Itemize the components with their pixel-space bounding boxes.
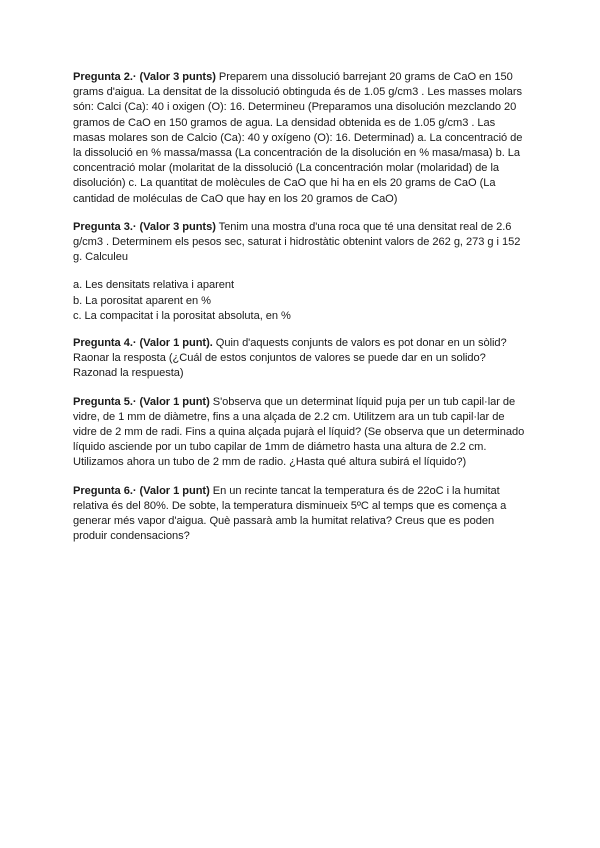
question-5-label: Pregunta 5.· (Valor 1 punt) (73, 395, 210, 408)
question-5 (73, 395, 529, 471)
question-3-label: Pregunta 3.· (Valor 3 punts) (73, 220, 216, 233)
question-3-item-b: b. La porositat aparent en % (73, 294, 211, 307)
document-page (73, 70, 529, 557)
question-3-item-a: a. Les densitats relativa i aparent (73, 279, 235, 292)
question-4 (73, 336, 529, 382)
question-2-label: Pregunta 2.· (Valor 3 punts) (73, 71, 216, 83)
question-4-label: Pregunta 4.· (Valor 1 punt). (73, 337, 213, 350)
question-2-text: Preparem una dissolució barrejant 20 grams de CaO en 150 grams d'aigua. La densitat de la dissolució obtinguda és de 1.05 g/cm3 . Les masses molars són: Calci (Ca): 40 i oxigen (O): 16. Determineu (Preparamos una disolución mezclando 20 gramos de CaO en 150 gramos de agua. La densidad obtenida es de 1.05 g/cm3 . Las masas molares son de Calcio (Ca): 40 y oxígeno (O): 16. Determinad) a. La concentració de la dissolució en % massa/massa (La concentración de la disolución en % masa/masa) b. La concentració molar (molaritat de la dissolució (La concentración molar (molaridad) de la disolución) c. La quantitat de molècules de CaO que hi ha en els 20 grams de CaO (La cantidad de moléculas de CaO que hay en los 20 gramos de CaO) (73, 71, 523, 205)
question-3-text: Tenim una mostra d'una roca que té una densitat real de 2.6 g/cm3 . Determinem els pesos sec, saturat i hidrostàtic obtenint valors de 262 g, 273 g i 152 g. Calculeu (73, 220, 521, 264)
question-2 (73, 70, 529, 207)
question-4-text: Quin d'aquests conjunts de valors es pot donar en un sòlid? Raonar la resposta (¿Cuál de estos conjuntos de valores se puede dar en un solido? Razonad la respuesta) (73, 337, 507, 380)
question-5-text: S'observa que un determinat líquid puja per un tub capil·lar de vidre, de 1 mm de diàmetre, fins a una alçada de 2.2 cm. Utilitzem ara un tub capil·lar de vidre de 2 mm de radi. Fins a quina alçada pujarà el líquid? (Se observa que un determinado líquido asciende por un tubo capilar de 1mm de diámetro hasta una altura de 2.2 cm. Utilizamos ahora un tubo de 2 mm de radio. ¿Hasta qué altura subirá el líquido?) (73, 395, 525, 469)
question-3-item-c: c. La compacitat i la porositat absoluta, en % (73, 309, 291, 322)
question-6-text: En un recinte tancat la temperatura és de 22oC i la humitat relativa és del 80%. De sobte, la temperatura disminueix 5ºC al temps que es comença a generar més vapor d'aigua. Què passarà amb la humitat relativa? Creus que es poden produir condensacions? (73, 484, 507, 543)
question-3-items (73, 278, 529, 324)
question-6 (73, 484, 529, 545)
question-3 (73, 220, 529, 266)
question-6-label: Pregunta 6.· (Valor 1 punt) (73, 484, 210, 497)
